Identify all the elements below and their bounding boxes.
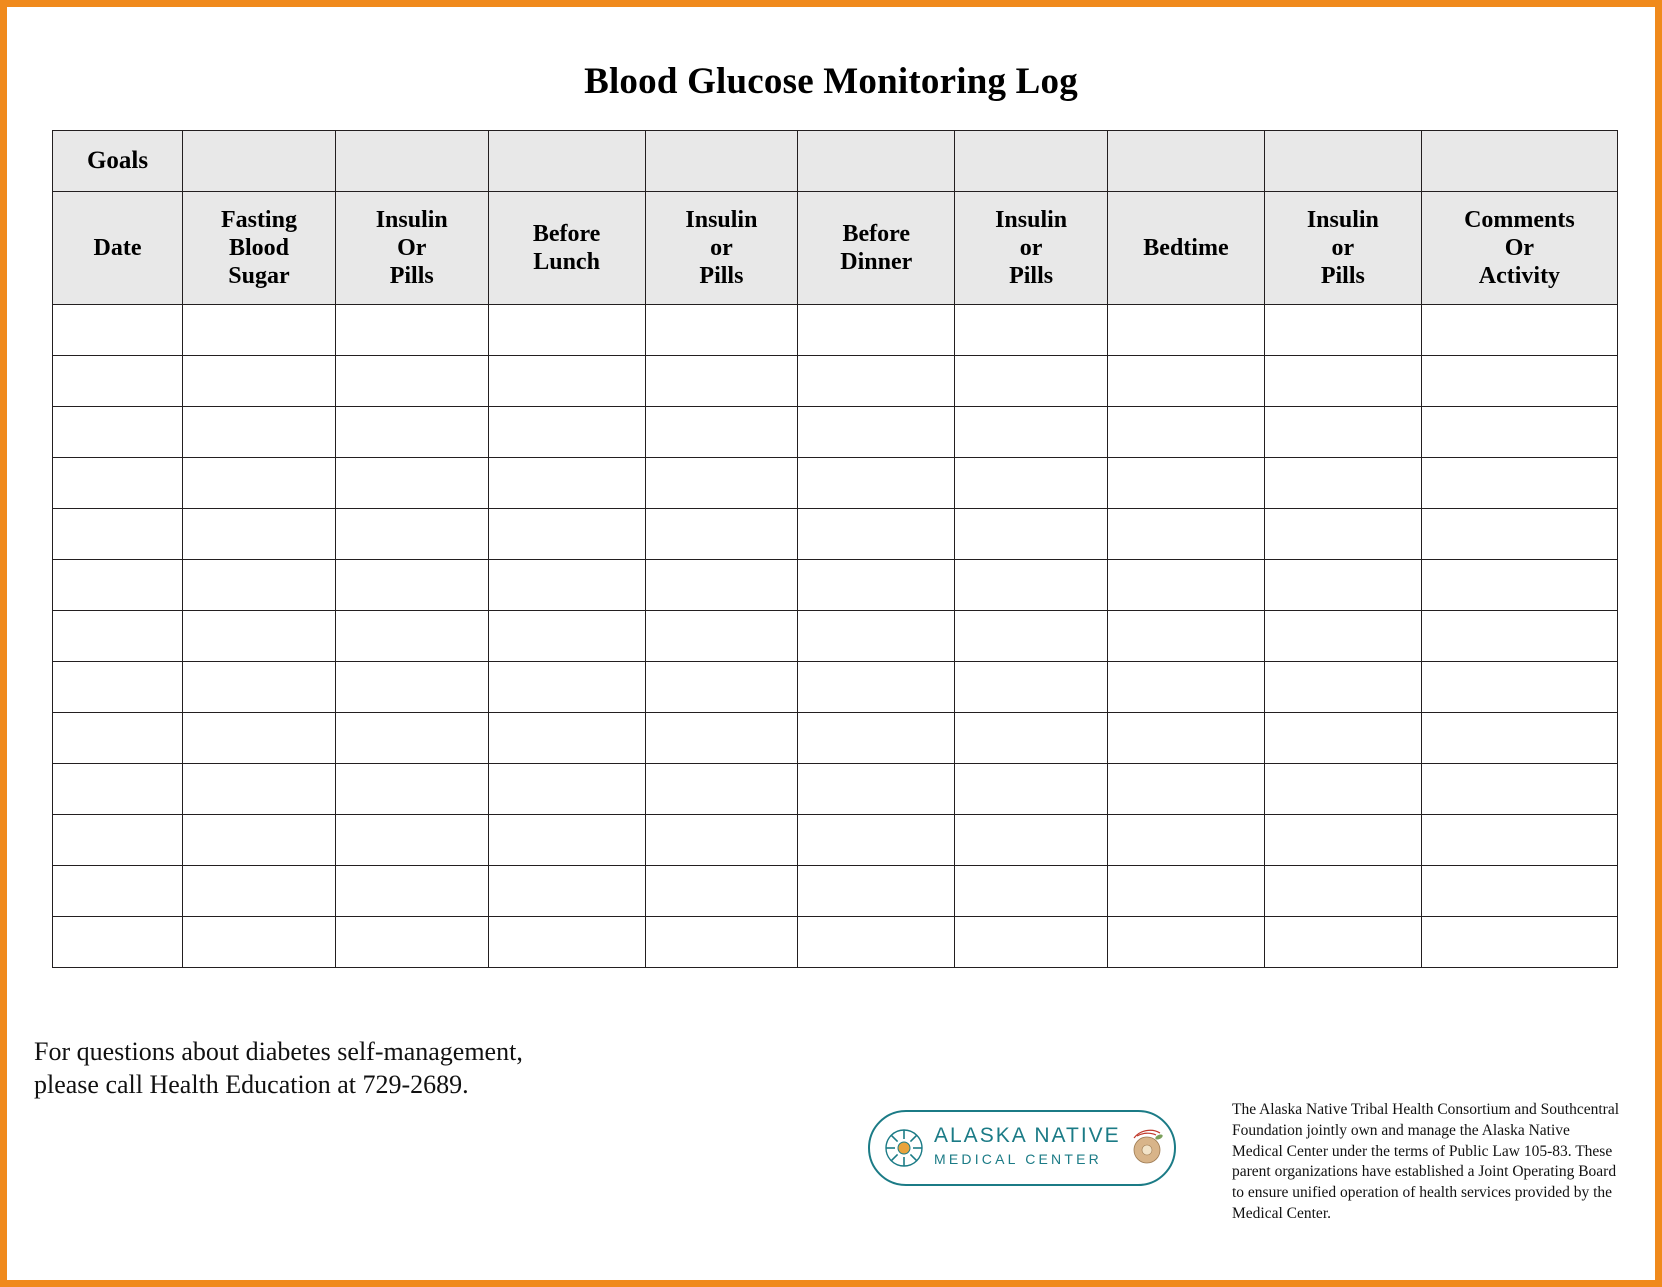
cell-insulin-or-pills-4[interactable]	[1264, 866, 1421, 917]
cell-insulin-or-pills-4[interactable]	[1264, 815, 1421, 866]
goals-empty-cell[interactable]	[183, 131, 336, 192]
cell-insulin-or-pills-1[interactable]	[335, 407, 488, 458]
cell-date[interactable]	[53, 611, 183, 662]
column-header-before-dinner	[798, 192, 955, 305]
cell-comments-or-activity[interactable]	[1421, 764, 1617, 815]
alaska-native-medical-center-logo	[868, 1110, 1178, 1190]
cell-comments-or-activity[interactable]	[1421, 611, 1617, 662]
header-line-1: Insulin	[1306, 206, 1379, 233]
cell-comments-or-activity[interactable]	[1421, 662, 1617, 713]
cell-fasting-blood-sugar[interactable]	[183, 611, 336, 662]
header-line-2: Or	[397, 234, 427, 261]
cell-date[interactable]	[53, 917, 183, 968]
header-line-2: Or	[1504, 234, 1535, 261]
cell-before-dinner[interactable]	[798, 356, 955, 407]
cell-date[interactable]	[53, 713, 183, 764]
header-line-2: Blood	[228, 234, 289, 261]
cell-before-dinner[interactable]	[798, 407, 955, 458]
cell-bedtime[interactable]	[1108, 611, 1265, 662]
table-row	[53, 407, 1618, 458]
header-line-2: or	[1019, 234, 1043, 261]
table-row	[53, 866, 1618, 917]
table-row	[53, 356, 1618, 407]
cell-before-lunch[interactable]	[488, 866, 645, 917]
goals-empty-cell[interactable]	[1421, 131, 1617, 192]
cell-bedtime[interactable]	[1108, 764, 1265, 815]
cell-comments-or-activity[interactable]	[1421, 458, 1617, 509]
goals-empty-cell[interactable]	[335, 131, 488, 192]
goals-label-cell: Goals	[53, 131, 183, 192]
header-line-3: Pills	[389, 263, 434, 290]
cell-insulin-or-pills-4[interactable]	[1264, 305, 1421, 356]
cell-insulin-or-pills-3[interactable]	[955, 611, 1108, 662]
cell-before-lunch[interactable]	[488, 509, 645, 560]
cell-before-dinner[interactable]	[798, 917, 955, 968]
cell-before-lunch[interactable]	[488, 815, 645, 866]
column-header-insulin-or-pills-4	[1264, 192, 1421, 305]
cell-insulin-or-pills-4[interactable]	[1264, 917, 1421, 968]
goals-empty-cell[interactable]	[1108, 131, 1265, 192]
header-line-1: Before	[532, 220, 601, 247]
header-line-1: Before	[842, 220, 911, 247]
cell-insulin-or-pills-3[interactable]	[955, 764, 1108, 815]
cell-date[interactable]	[53, 560, 183, 611]
cell-before-dinner[interactable]	[798, 764, 955, 815]
cell-bedtime[interactable]	[1108, 305, 1265, 356]
cell-date[interactable]	[53, 662, 183, 713]
cell-insulin-or-pills-4[interactable]	[1264, 458, 1421, 509]
cell-bedtime[interactable]	[1108, 662, 1265, 713]
column-header-date	[53, 192, 183, 305]
header-line-1: Date	[93, 234, 142, 261]
contact-note-line-2: please call Health Education at 729-2689.	[34, 1070, 469, 1100]
cell-date[interactable]	[53, 815, 183, 866]
cell-insulin-or-pills-2[interactable]	[645, 407, 798, 458]
cell-bedtime[interactable]	[1108, 866, 1265, 917]
cell-fasting-blood-sugar[interactable]	[183, 662, 336, 713]
cell-insulin-or-pills-2[interactable]	[645, 611, 798, 662]
cell-insulin-or-pills-2[interactable]	[645, 560, 798, 611]
cell-comments-or-activity[interactable]	[1421, 917, 1617, 968]
table-row	[53, 611, 1618, 662]
cell-fasting-blood-sugar[interactable]	[183, 866, 336, 917]
column-header-bedtime	[1108, 192, 1265, 305]
cell-fasting-blood-sugar[interactable]	[183, 560, 336, 611]
cell-before-dinner[interactable]	[798, 305, 955, 356]
cell-before-lunch[interactable]	[488, 662, 645, 713]
flower-ornament-icon	[1126, 1124, 1168, 1172]
header-line-2: Dinner	[840, 249, 913, 275]
cell-comments-or-activity[interactable]	[1421, 356, 1617, 407]
cell-insulin-or-pills-2[interactable]	[645, 662, 798, 713]
cell-insulin-or-pills-2[interactable]	[645, 713, 798, 764]
cell-before-dinner[interactable]	[798, 560, 955, 611]
cell-insulin-or-pills-4[interactable]	[1264, 713, 1421, 764]
cell-insulin-or-pills-1[interactable]	[335, 356, 488, 407]
cell-before-dinner[interactable]	[798, 713, 955, 764]
cell-fasting-blood-sugar[interactable]	[183, 305, 336, 356]
table-row	[53, 917, 1618, 968]
cell-before-lunch[interactable]	[488, 407, 645, 458]
cell-insulin-or-pills-4[interactable]	[1264, 764, 1421, 815]
cell-fasting-blood-sugar[interactable]	[183, 764, 336, 815]
table-row	[53, 305, 1618, 356]
logo-wordmark	[934, 1124, 1134, 1167]
cell-comments-or-activity[interactable]	[1421, 305, 1617, 356]
cell-bedtime[interactable]	[1108, 356, 1265, 407]
cell-insulin-or-pills-2[interactable]	[645, 815, 798, 866]
cell-before-dinner[interactable]	[798, 611, 955, 662]
header-line-3: Sugar	[228, 263, 290, 290]
cell-insulin-or-pills-3[interactable]	[955, 560, 1108, 611]
cell-comments-or-activity[interactable]	[1421, 560, 1617, 611]
cell-insulin-or-pills-4[interactable]	[1264, 509, 1421, 560]
cell-before-lunch[interactable]	[488, 305, 645, 356]
table-row	[53, 509, 1618, 560]
goals-empty-cell[interactable]	[955, 131, 1108, 192]
cell-before-lunch[interactable]	[488, 458, 645, 509]
cell-date[interactable]	[53, 356, 183, 407]
cell-insulin-or-pills-4[interactable]	[1264, 407, 1421, 458]
cell-bedtime[interactable]	[1108, 815, 1265, 866]
sun-emblem-icon	[884, 1128, 924, 1168]
cell-date[interactable]	[53, 866, 183, 917]
cell-insulin-or-pills-3[interactable]	[955, 458, 1108, 509]
column-header-insulin-or-pills-3	[955, 192, 1108, 305]
cell-date[interactable]	[53, 458, 183, 509]
cell-date[interactable]	[53, 305, 183, 356]
cell-insulin-or-pills-2[interactable]	[645, 356, 798, 407]
header-line-3: Activity	[1478, 263, 1561, 290]
cell-insulin-or-pills-1[interactable]	[335, 560, 488, 611]
header-line-3: Pills	[1320, 263, 1365, 290]
contact-note	[34, 1035, 734, 1102]
header-line-1: Insulin	[375, 206, 448, 233]
header-line-3: Pills	[699, 263, 744, 290]
contact-note-line-1: For questions about diabetes self-management,	[34, 1037, 523, 1066]
cell-bedtime[interactable]	[1108, 917, 1265, 968]
table-row	[53, 560, 1618, 611]
header-line-3: Pills	[1009, 263, 1054, 290]
cell-insulin-or-pills-1[interactable]	[335, 917, 488, 968]
cell-bedtime[interactable]	[1108, 560, 1265, 611]
logo-line-1: ALASKA NATIVE	[934, 1124, 1121, 1147]
cell-before-dinner[interactable]	[798, 866, 955, 917]
cell-date[interactable]	[53, 509, 183, 560]
cell-bedtime[interactable]	[1108, 407, 1265, 458]
cell-bedtime[interactable]	[1108, 458, 1265, 509]
cell-insulin-or-pills-2[interactable]	[645, 866, 798, 917]
cell-insulin-or-pills-4[interactable]	[1264, 560, 1421, 611]
cell-insulin-or-pills-3[interactable]	[955, 305, 1108, 356]
cell-fasting-blood-sugar[interactable]	[183, 407, 336, 458]
cell-insulin-or-pills-3[interactable]	[955, 509, 1108, 560]
cell-insulin-or-pills-1[interactable]	[335, 866, 488, 917]
column-header-before-lunch	[488, 192, 645, 305]
cell-insulin-or-pills-1[interactable]	[335, 305, 488, 356]
cell-insulin-or-pills-3[interactable]	[955, 407, 1108, 458]
cell-insulin-or-pills-4[interactable]	[1264, 662, 1421, 713]
cell-date[interactable]	[53, 407, 183, 458]
cell-comments-or-activity[interactable]	[1421, 866, 1617, 917]
column-header-insulin-or-pills-1	[335, 192, 488, 305]
header-line-2: Lunch	[533, 249, 600, 275]
cell-fasting-blood-sugar[interactable]	[183, 509, 336, 560]
cell-comments-or-activity[interactable]	[1421, 509, 1617, 560]
logo-line-2: MEDICAL CENTER	[934, 1151, 1102, 1167]
cell-before-lunch[interactable]	[488, 764, 645, 815]
header-line-2: or	[710, 234, 733, 261]
cell-before-dinner[interactable]	[798, 815, 955, 866]
table-row	[53, 662, 1618, 713]
table-row	[53, 815, 1618, 866]
cell-comments-or-activity[interactable]	[1421, 713, 1617, 764]
cell-fasting-blood-sugar[interactable]	[183, 356, 336, 407]
goals-empty-cell[interactable]	[488, 131, 645, 192]
goals-row	[53, 131, 1618, 192]
cell-insulin-or-pills-1[interactable]	[335, 815, 488, 866]
cell-fasting-blood-sugar[interactable]	[183, 713, 336, 764]
header-line-1: Fasting	[220, 206, 297, 233]
column-header-row	[53, 192, 1618, 305]
cell-date[interactable]	[53, 764, 183, 815]
cell-insulin-or-pills-2[interactable]	[645, 764, 798, 815]
header-line-1: Comments	[1464, 206, 1575, 233]
cell-insulin-or-pills-1[interactable]	[335, 764, 488, 815]
cell-before-dinner[interactable]	[798, 662, 955, 713]
cell-insulin-or-pills-4[interactable]	[1264, 611, 1421, 662]
cell-fasting-blood-sugar[interactable]	[183, 917, 336, 968]
column-header-insulin-or-pills-2	[645, 192, 798, 305]
cell-comments-or-activity[interactable]	[1421, 815, 1617, 866]
table-row	[53, 458, 1618, 509]
cell-fasting-blood-sugar[interactable]	[183, 458, 336, 509]
cell-insulin-or-pills-3[interactable]	[955, 713, 1108, 764]
header-line-1: Insulin	[995, 206, 1068, 233]
cell-insulin-or-pills-3[interactable]	[955, 662, 1108, 713]
cell-before-lunch[interactable]	[488, 917, 645, 968]
cell-insulin-or-pills-2[interactable]	[645, 509, 798, 560]
header-line-1: Bedtime	[1143, 234, 1229, 261]
table-row	[53, 764, 1618, 815]
header-line-1: Insulin	[685, 206, 758, 233]
cell-before-lunch[interactable]	[488, 713, 645, 764]
cell-insulin-or-pills-3[interactable]	[955, 866, 1108, 917]
cell-bedtime[interactable]	[1108, 713, 1265, 764]
goals-empty-cell[interactable]	[1264, 131, 1421, 192]
cell-insulin-or-pills-1[interactable]	[335, 713, 488, 764]
legal-disclaimer: The Alaska Native Tribal Health Consortium and Southcentral Foundation jointly own and manage the Alaska Native Medical Center under the terms of Public Law 105-83. These parent organizations have established a Joint Operating Board to ensure unified operation of health services provided by the Medical Center.	[1232, 1101, 1620, 1222]
cell-insulin-or-pills-3[interactable]	[955, 356, 1108, 407]
goals-empty-cell[interactable]	[645, 131, 798, 192]
cell-insulin-or-pills-2[interactable]	[645, 458, 798, 509]
cell-before-lunch[interactable]	[488, 611, 645, 662]
table-row	[53, 713, 1618, 764]
cell-before-lunch[interactable]	[488, 560, 645, 611]
cell-insulin-or-pills-3[interactable]	[955, 917, 1108, 968]
cell-insulin-or-pills-1[interactable]	[335, 509, 488, 560]
column-header-comments-or-activity	[1421, 192, 1617, 305]
cell-insulin-or-pills-2[interactable]	[645, 917, 798, 968]
cell-insulin-or-pills-1[interactable]	[335, 662, 488, 713]
cell-bedtime[interactable]	[1108, 509, 1265, 560]
cell-before-dinner[interactable]	[798, 509, 955, 560]
glucose-log-table	[52, 130, 1618, 968]
cell-before-dinner[interactable]	[798, 458, 955, 509]
cell-insulin-or-pills-4[interactable]	[1264, 356, 1421, 407]
cell-fasting-blood-sugar[interactable]	[183, 815, 336, 866]
column-header-fasting-blood-sugar	[183, 192, 336, 305]
cell-comments-or-activity[interactable]	[1421, 407, 1617, 458]
cell-before-lunch[interactable]	[488, 356, 645, 407]
cell-insulin-or-pills-1[interactable]	[335, 458, 488, 509]
cell-insulin-or-pills-2[interactable]	[645, 305, 798, 356]
cell-insulin-or-pills-1[interactable]	[335, 611, 488, 662]
cell-insulin-or-pills-3[interactable]	[955, 815, 1108, 866]
page-title: Blood Glucose Monitoring Log	[584, 61, 1078, 102]
goals-empty-cell[interactable]	[798, 131, 955, 192]
header-line-2: or	[1331, 234, 1355, 261]
